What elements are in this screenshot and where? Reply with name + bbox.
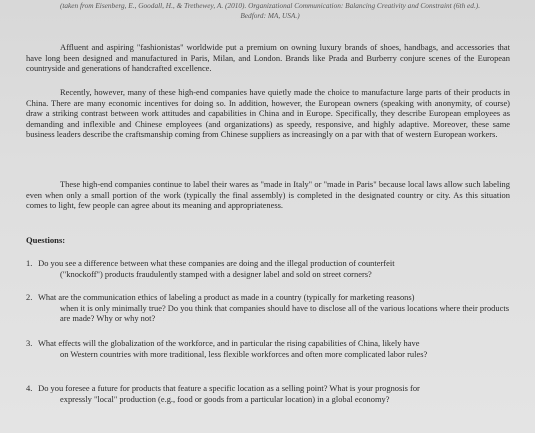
question-2-first-line: What are the communication ethics of labeling a product as made in a country (typically for marketing reasons) [37, 292, 415, 302]
question-4-number: 4. [26, 383, 33, 393]
question-3-continuation: on Western countries with more traditional, less flexible workforces and often more complicated labor rules? [60, 348, 428, 359]
question-1-number: 1. [26, 258, 33, 268]
question-2-number: 2. [26, 292, 33, 302]
question-3-first-line: What effects will the globalization of the workforce, and in particular the rising capabilities of China, likely have [37, 338, 420, 348]
question-4 [26, 383, 510, 404]
citation-line-1: (taken from Eisenberg, E., Goodall, H., & Trethewey, A. (2010). Organizational Communication: Balancing Creativity and Constraint (6th ed.). [59, 1, 481, 10]
citation [30, 1, 510, 20]
paragraph-1 [26, 42, 510, 74]
question-1 [26, 258, 510, 279]
question-3 [26, 338, 510, 359]
question-2 [26, 292, 510, 324]
question-4-first-line: Do you foresee a future for products that feature a specific location as a selling point? What is your prognosis for [38, 383, 420, 393]
question-1-continuation: ("knockoff") products fraudulently stamped with a designer label and sold on street corners? [60, 268, 372, 279]
paragraph-1-text: Affluent and aspiring "fashionistas" worldwide put a premium on owning luxury brands of shoes, handbags, and accessories that have long been designed and manufactured in Paris, Milan, and London. Brands like Prada and Burberry conjure scenes of the European countryside and generations of handcrafted excellence. [26, 42, 510, 74]
paragraph-2-text: Recently, however, many of these high-end companies have quietly made the choice to manufacture large parts of their products in China. There are many economic incentives for doing so. In addition, however, the European owners (speaking with anonymity, of course) draw a striking contrast between work attitudes and capabilities in China and in Europe. Specifically, they describe European employees as demanding and inflexible and Chinese employees (and organizations) as speedy, responsive, and highly adaptive. Moreover, these same business leaders describe the craftsmanship coming from Chinese suppliers as increasingly on a par with that of western European workers. [26, 87, 510, 140]
paragraph-2 [26, 87, 510, 140]
question-2-continuation: when it is only minimally true? Do you think that companies should have to disclose all of the various locations where their products are made? Why or why not? [60, 302, 509, 324]
question-3-number: 3. [26, 338, 33, 348]
paragraph-3 [26, 179, 510, 211]
question-4-continuation: expressly "local" production (e.g., food or goods from a particular location) in a global economy? [60, 393, 390, 404]
question-1-first-line: Do you see a difference between what these companies are doing and the illegal production of counterfeit [38, 258, 395, 268]
paragraph-3-text: These high-end companies continue to label their wares as "made in Italy" or "made in Paris" because local laws allow such labeling even when only a small portion of the work (typically the final assembly) is completed in the designated country or city. As this situation comes to light, few people can agree about its meaning and appropriateness. [26, 179, 510, 211]
citation-line-2: Bedford: MA, USA.) [240, 10, 300, 20]
questions-heading: Questions: [26, 235, 66, 245]
